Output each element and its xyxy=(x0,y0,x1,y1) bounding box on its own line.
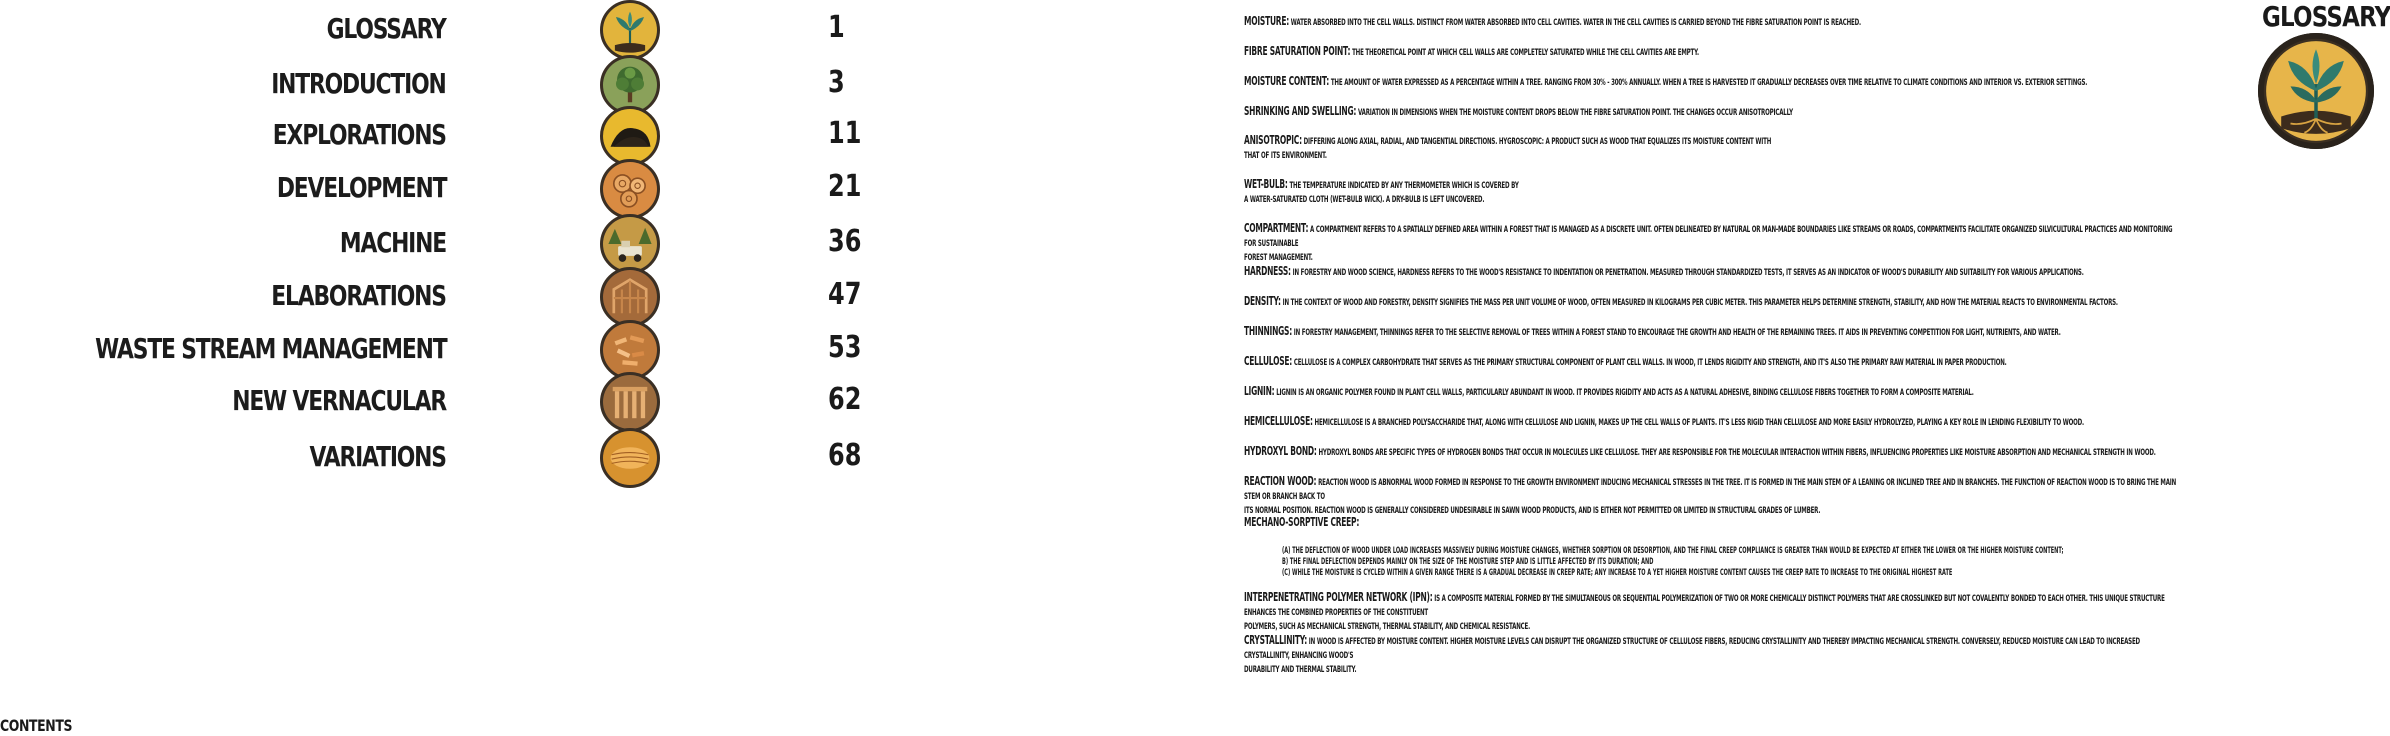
glossary-entry xyxy=(1244,590,2180,634)
glossary-definition: REACTION WOOD IS ABNORMAL WOOD FORMED IN RESPONSE TO THE GROWTH ENVIRONMENT INDUCING MECHANICAL STRESSES IN THE TREE. IT IS FORMED IN THE MAIN STEM OF A LEANING OR INCLINED TREE AND IN BRANCHES. THE FUNCTION OF REACTION WOOD IS TO BRING THE MAIN STEM OR BRANCH BACK TO ITS NORMAL POSITION. REACTION WOOD IS GENERALLY CONSIDERED UNDESIRABLE IN SAWN WOOD PRODUCTS, AND IS EITHER NOT PERMITTED OR LIMITED IN STRUCTURAL GRADES OF LUMBER. xyxy=(1244,477,2177,516)
glossary-entry xyxy=(1244,44,2180,60)
glossary-term: MOISTURE CONTENT: xyxy=(1244,73,1330,88)
contents-item-page-number: 62 xyxy=(828,382,862,417)
glossary-definition: THE AMOUNT OF WATER EXPRESSED AS A PERCENTAGE WITHIN A TREE. RANGING FROM 30% - 300% ANNUALLY. WHEN A TREE IS HARVESTED IT GRADUALLY DECREASES OVER TIME RELATIVE TO CLIMATE CONDITIONS AND INTERIOR VS. EXTERIOR SETTINGS. xyxy=(1330,77,2088,88)
glossary-term: REACTION WOOD: xyxy=(1244,473,1317,488)
timber-frame-icon xyxy=(600,267,660,327)
glossary-term: COMPARTMENT: xyxy=(1244,220,1309,235)
glossary-term: INTERPENETRATING POLYMER NETWORK (IPN): xyxy=(1244,589,1433,604)
glossary-term: SHRINKING AND SWELLING: xyxy=(1244,103,1357,118)
contents-item-page-number: 21 xyxy=(828,169,862,204)
glossary-term: WET-BULB: xyxy=(1244,176,1288,191)
glossary-definition: IN WOOD IS AFFECTED BY MOISTURE CONTENT. HIGHER MOISTURE LEVELS CAN DISRUPT THE ORGANIZED STRUCTURE OF CELLULOSE FIBERS, REDUCING CRYSTALLINITY AND THEREBY IMPACTING MECHANICAL STRENGTH. CONVERSELY, REDUCED MOISTURE CAN LEAD TO INCREASED CRYSTALLINITY, ENHANCING WOOD'S DURABILITY AND THERMAL STABILITY. xyxy=(1244,636,2140,675)
glossary-entry xyxy=(1244,264,2180,280)
contents-item-page-number: 53 xyxy=(828,330,862,365)
glossary-entry xyxy=(1244,324,2180,340)
glossary-definition: CELLULOSE IS A COMPLEX CARBOHYDRATE THAT SERVES AS THE PRIMARY STRUCTURAL COMPONENT OF PLANT CELL WALLS. IN WOOD, IT LENDS RIGIDITY AND STRENGTH, AND IT'S ALSO THE PRIMARY RAW MATERIAL IN PAPER PRODUCTION. xyxy=(1293,357,2007,368)
glossary-entry xyxy=(1244,177,2180,207)
contents-item[interactable] xyxy=(0,214,900,274)
creep-point: B) THE FINAL DEFLECTION DEPENDS MAINLY ON THE SIZE OF THE MOISTURE STEP AND IS LITTLE AFFECTED BY ITS DURATION; AND xyxy=(1282,556,1654,566)
glossary-entry xyxy=(1244,414,2180,430)
glossary-entry xyxy=(1244,354,2180,370)
contents-item-page-number: 3 xyxy=(828,65,845,100)
glossary-term: CELLULOSE: xyxy=(1244,353,1293,368)
forest-machine-icon xyxy=(600,214,660,274)
creep-point: (C) WHILE THE MOISTURE IS CYCLED WITHIN A GIVEN RANGE THERE IS A GRADUAL DECREASE IN CREEP RATE; ANY INCREASE TO A YET HIGHER MOISTURE CONTENT CAUSES THE CREEP RATE TO INCREASE TO THE ORIGINAL HIGHEST RATE xyxy=(1282,567,1953,577)
glossary-term: DENSITY: xyxy=(1244,293,1281,308)
glossary-definition: THE THEORETICAL POINT AT WHICH CELL WALLS ARE COMPLETELY SATURATED WHILE THE CELL CAVITIES ARE EMPTY. xyxy=(1352,47,1699,58)
seedling-icon xyxy=(600,0,660,60)
glossary-entry xyxy=(1244,14,2180,30)
log-ends-icon xyxy=(600,159,660,219)
glossary-definition: IN FORESTRY MANAGEMENT, THINNINGS REFER TO THE SELECTIVE REMOVAL OF TREES WITHIN A FOREST STAND TO ENCOURAGE THE GROWTH AND HEALTH OF THE REMAINING TREES. IT AIDS IN PREVENTING COMPETITION FOR LIGHT, NUTRIENTS, AND WATER. xyxy=(1293,327,2061,338)
glossary-term: CRYSTALLINITY: xyxy=(1244,632,1307,647)
glossary-term: HYDROXYL BOND: xyxy=(1244,443,1317,458)
contents-item-title: WASTE STREAM MANAGEMENT xyxy=(94,332,446,365)
contents-item[interactable] xyxy=(0,320,900,380)
contents-item[interactable] xyxy=(0,428,900,488)
contents-item[interactable] xyxy=(0,267,900,327)
glossary-definition: LIGNIN IS AN ORGANIC POLYMER FOUND IN PLANT CELL WALLS, PARTICULARLY ABUNDANT IN WOOD. IT PROVIDES RIGIDITY AND ACTS AS A NATURAL ADHESIVE, BINDING CELLULOSE FIBERS TOGETHER TO FORM A COMPOSITE MATERIAL. xyxy=(1276,387,1974,398)
glossary-definition: IS A COMPOSITE MATERIAL FORMED BY THE SIMULTANEOUS OR SEQUENTIAL POLYMERIZATION OF TWO OR MORE CHEMICALLY DISTINCT POLYMERS THAT ARE CROSSLINKED BUT NOT COVALENTLY BONDED TO EACH OTHER. THIS UNIQUE STRUCTURE ENHANCES THE COMBINED PROPERTIES OF THE CONSTITUENT POLYMERS, SUCH AS MECHANICAL STRENGTH, THERMAL STABILITY, AND CHEMICAL RESISTANCE. xyxy=(1244,593,2165,632)
wood-chips-icon xyxy=(600,320,660,380)
contents-item-title: ELABORATIONS xyxy=(271,279,446,312)
contents-label: CONTENTS xyxy=(0,716,73,735)
contents-item-title: NEW VERNACULAR xyxy=(232,384,446,417)
creep-point: (A) THE DEFLECTION OF WOOD UNDER LOAD INCREASES MASSIVELY DURING MOISTURE CHANGES, WHETHER SORPTION OR DESORPTION, AND THE FINAL CREEP COMPLIANCE IS GREATER THAN WOULD BE EXPECTED AT EITHER THE LOWER OR THE HIGHER MOISTURE CONTENT; xyxy=(1282,545,2064,555)
glossary-definition: HYDROXYL BONDS ARE SPECIFIC TYPES OF HYDROGEN BONDS THAT OCCUR IN MOLECULES LIKE CELLULOSE. THEY ARE RESPONSIBLE FOR THE MOLECULAR INTERACTION WITHIN FIBERS, INFLUENCING PROPERTIES LIKE MOISTURE ABSORPTION AND MECHANICAL STRENGTH IN WOOD. xyxy=(1318,447,2156,458)
contents-item[interactable] xyxy=(0,159,900,219)
glossary-term: MECHANO-SORPTIVE CREEP: xyxy=(1244,514,1360,529)
glossary-entry xyxy=(1244,104,2180,120)
glossary-term: THINNINGS: xyxy=(1244,323,1292,338)
glossary-entry xyxy=(1244,294,2180,310)
glossary-entry xyxy=(1244,474,2180,518)
contents-item-title: EXPLORATIONS xyxy=(272,118,446,151)
glossary-heading: GLOSSARY xyxy=(2262,0,2390,33)
contents-item-title: VARIATIONS xyxy=(309,440,446,473)
glossary-definition: A COMPARTMENT REFERS TO A SPATIALLY DEFINED AREA WITHIN A FOREST THAT IS MANAGED AS A DISCRETE UNIT. OFTEN DELINEATED BY NATURAL OR MAN-MADE BOUNDARIES LIKE STREAMS OR ROADS, COMPARTMENTS FACILITATE ORGANIZED SILVICULTURAL PRACTICES AND MONITORING FOR SUSTAINABLE FOREST MANAGEMENT. xyxy=(1244,224,2173,263)
glossary-entry xyxy=(1244,133,2180,163)
glossary-term: HEMICELLULOSE: xyxy=(1244,413,1313,428)
contents-item-title: INTRODUCTION xyxy=(271,67,446,100)
glossary-definition: IN THE CONTEXT OF WOOD AND FORESTRY, DENSITY SIGNIFIES THE MASS PER UNIT VOLUME OF WOOD, OFTEN MEASURED IN KILOGRAMS PER CUBIC METER. THIS PARAMETER HELPS DETERMINE STRENGTH, STABILITY, AND HOW THE MATERIAL REACTS TO ENVIRONMENTAL FACTORS. xyxy=(1282,297,2118,308)
contents-item-title: MACHINE xyxy=(339,226,446,259)
glossary-definition: DIFFERING ALONG AXIAL, RADIAL, AND TANGENTIAL DIRECTIONS. HYGROSCOPIC: A PRODUCT SUCH AS WOOD THAT EQUALIZES ITS MOISTURE CONTENT WITH THAT OF ITS ENVIRONMENT. xyxy=(1244,136,1772,161)
contents-item[interactable] xyxy=(0,0,900,60)
contents-item-page-number: 1 xyxy=(828,10,845,45)
contents-item-page-number: 68 xyxy=(828,438,862,473)
contents-item-page-number: 47 xyxy=(828,277,862,312)
contents-item-title: DEVELOPMENT xyxy=(276,171,446,204)
glossary-term: HARDNESS: xyxy=(1244,263,1291,278)
glossary-entry xyxy=(1244,74,2180,90)
contents-item[interactable] xyxy=(0,106,900,166)
soil-mound-icon xyxy=(600,106,660,166)
glossary-term: LIGNIN: xyxy=(1244,383,1275,398)
timber-panel-icon xyxy=(600,428,660,488)
glossary-entry xyxy=(1244,633,2180,677)
glossary-definition: IN FORESTRY AND WOOD SCIENCE, HARDNESS REFERS TO THE WOOD'S RESISTANCE TO INDENTATION OR PENETRATION. MEASURED THROUGH STANDARDIZED TESTS, IT SERVES AS AN INDICATOR OF WOOD'S DURABILITY AND SUITABILITY FOR VARIOUS APPLICATIONS. xyxy=(1292,267,2084,278)
glossary-term: ANISOTROPIC: xyxy=(1244,132,1302,147)
glossary-entry xyxy=(1244,384,2180,400)
glossary-term: MOISTURE: xyxy=(1244,13,1289,28)
glossary-entry xyxy=(1244,444,2180,460)
seedling-emblem-icon xyxy=(2258,33,2374,149)
contents-item-page-number: 11 xyxy=(828,116,862,151)
glossary-entry xyxy=(1244,515,2180,531)
contents-item-page-number: 36 xyxy=(828,224,862,259)
glossary-entry xyxy=(1244,221,2180,265)
glossary-definition: VARIATION IN DIMENSIONS WHEN THE MOISTURE CONTENT DROPS BELOW THE FIBRE SATURATION POINT. THE CHANGES OCCUR ANISOTROPICALLY xyxy=(1357,107,1793,118)
contents-item-title: GLOSSARY xyxy=(326,12,446,45)
glossary-definition: THE TEMPERATURE INDICATED BY ANY THERMOMETER WHICH IS COVERED BY A WATER-SATURATED CLOTH (WET-BULB WICK). A DRY-BULB IS LEFT UNCOVERED. xyxy=(1244,180,1519,205)
contents-item[interactable] xyxy=(0,372,900,432)
timber-columns-icon xyxy=(600,372,660,432)
glossary-definition: WATER ABSORBED INTO THE CELL WALLS. DISTINCT FROM WATER ABSORBED INTO CELL CAVITIES. WATER IN THE CELL CAVITIES IS CARRIED BEYOND THE FIBRE SATURATION POINT IS REACHED. xyxy=(1290,17,1861,28)
glossary-term: FIBRE SATURATION POINT: xyxy=(1244,43,1351,58)
glossary-definition: HEMICELLULOSE IS A BRANCHED POLYSACCHARIDE THAT, ALONG WITH CELLULOSE AND LIGNIN, MAKES UP THE CELL WALLS OF PLANTS. IT'S LESS RIGID THAN CELLULOSE AND MORE EASILY HYDROLYZED, PLAYING A KEY ROLE IN LENDING FLEXIBILITY TO WOOD. xyxy=(1314,417,2084,428)
